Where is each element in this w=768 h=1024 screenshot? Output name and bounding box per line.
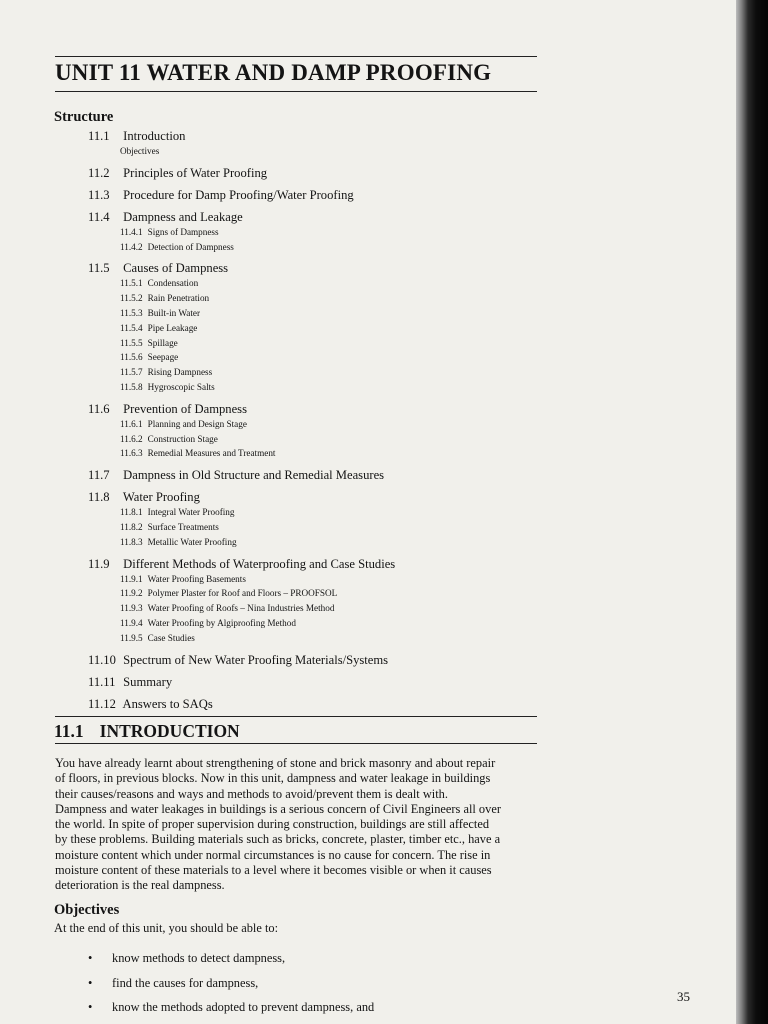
toc-subsection-title: Seepage xyxy=(147,352,179,363)
toc-subsection-line xyxy=(120,365,568,380)
toc-section-title: Causes of Dampness xyxy=(123,261,229,276)
toc-subsection-number: 11.6.3 xyxy=(120,448,143,459)
toc-subsection-line xyxy=(120,432,568,447)
toc-subsection-line xyxy=(120,380,568,395)
toc-subsection-title: Water Proofing of Roofs – Nina Industries Method xyxy=(147,603,335,614)
toc-section-number: 11.5 xyxy=(88,261,110,276)
toc-section-number: 11.9 xyxy=(88,556,110,571)
book-spine-shadow xyxy=(736,0,768,1024)
toc-subsections xyxy=(88,225,568,255)
toc-subsection-line xyxy=(120,225,568,240)
toc-subsection-line xyxy=(120,616,568,631)
top-rule xyxy=(55,56,537,57)
toc-section xyxy=(88,490,568,549)
toc-subsection-line xyxy=(120,535,568,550)
toc-section-title: Procedure for Damp Proofing/Water Proofing xyxy=(123,187,354,202)
structure-heading: Structure xyxy=(54,109,114,125)
toc-section-title: Dampness in Old Structure and Remedial Measures xyxy=(123,468,385,483)
objectives-list xyxy=(88,946,374,1020)
toc-subsections xyxy=(88,144,568,159)
toc-subsection-line xyxy=(120,586,568,601)
toc-section xyxy=(88,188,568,203)
toc-subsection-line xyxy=(120,291,568,306)
toc-section-line xyxy=(88,402,568,417)
toc-section-title: Summary xyxy=(123,674,173,689)
intro-top-rule xyxy=(55,716,537,717)
toc-section-number: 11.3 xyxy=(88,187,110,202)
toc-subsection-title: Rain Penetration xyxy=(147,293,210,304)
objective-item xyxy=(88,946,374,971)
toc-subsection-title: Signs of Dampness xyxy=(147,226,219,237)
toc-section-title: Prevention of Dampness xyxy=(123,401,247,416)
page-number: 35 xyxy=(677,989,690,1004)
toc-section-number: 11.8 xyxy=(88,490,110,505)
toc-subsection-number: 11.5.6 xyxy=(120,352,143,363)
toc-subsection-number: 11.8.3 xyxy=(120,536,143,547)
toc-subsection-number: 11.4.1 xyxy=(120,226,143,237)
toc-subsection-title: Rising Dampness xyxy=(147,367,213,378)
toc-section-title: Spectrum of New Water Proofing Materials/Systems xyxy=(123,652,389,667)
toc-subsection-title: Integral Water Proofing xyxy=(147,507,235,518)
toc-subsection-line xyxy=(120,631,568,646)
toc-section-number: 11.4 xyxy=(88,209,110,224)
toc-subsection-title: Surface Treatments xyxy=(147,521,219,532)
toc-subsection-title: Built-in Water xyxy=(147,307,201,318)
toc-section xyxy=(88,675,568,690)
toc-subsection-number: 11.4.2 xyxy=(120,241,143,252)
toc-subsection-line xyxy=(120,572,568,587)
intro-bottom-rule xyxy=(55,743,537,744)
toc-section xyxy=(88,653,568,668)
toc-section-title: Principles of Water Proofing xyxy=(123,165,268,180)
toc-subsection-title: Remedial Measures and Treatment xyxy=(147,448,276,459)
intro-text-line: their causes/reasons and ways and methods to avoid/prevent them is dealt with. xyxy=(55,786,448,801)
toc-subsection-number: 11.9.1 xyxy=(120,573,143,584)
toc-subsection-number: 11.9.3 xyxy=(120,603,143,614)
toc-subsection-number: 11.8.1 xyxy=(120,507,143,518)
toc-section-number: 11.7 xyxy=(88,468,110,483)
toc-section-line xyxy=(88,468,568,483)
bullet-icon: • xyxy=(88,951,93,965)
toc-subsection-title: Water Proofing by Algiproofing Method xyxy=(147,617,296,628)
toc-subsections xyxy=(88,572,568,646)
toc-subsection-number: 11.5.5 xyxy=(120,337,143,348)
objective-item xyxy=(88,995,374,1020)
toc-subsection-line xyxy=(120,321,568,336)
objective-text: know methods to detect dampness, xyxy=(112,951,286,965)
toc-section-number: 11.2 xyxy=(88,165,110,180)
objectives-lead: At the end of this unit, you should be able to: xyxy=(54,921,279,935)
toc-section-number: 11.6 xyxy=(88,401,110,416)
toc-subsection-line xyxy=(120,240,568,255)
toc-section xyxy=(88,557,568,646)
toc-subsection-title: Water Proofing Basements xyxy=(147,573,246,584)
intro-text-line: by these problems. Building materials such as bricks, concrete, plaster, timber etc., have a xyxy=(55,832,501,847)
toc-section-number: 11.12 xyxy=(88,696,116,711)
toc-section xyxy=(88,697,568,712)
toc-section-title: Water Proofing xyxy=(122,490,200,505)
toc-section-line xyxy=(88,188,568,203)
toc-subsection-line xyxy=(120,446,568,461)
toc-subsection-title: Metallic Water Proofing xyxy=(147,536,237,547)
toc-section-line xyxy=(88,653,568,668)
toc-subsections xyxy=(88,417,568,461)
toc-subsection-line xyxy=(120,350,568,365)
bullet-icon: • xyxy=(88,1000,93,1014)
toc-subsection-title: Pipe Leakage xyxy=(147,322,198,333)
toc-subsection-line xyxy=(120,520,568,535)
toc-section-line xyxy=(88,261,568,276)
toc-section xyxy=(88,402,568,461)
toc-subsection-title: Spillage xyxy=(147,337,178,348)
toc-section-number: 11.10 xyxy=(88,652,116,667)
toc-section xyxy=(88,468,568,483)
intro-text-line: Dampness and water leakages in buildings is a serious concern of Civil Engineers all over xyxy=(55,801,501,816)
toc-section-line xyxy=(88,697,568,712)
toc-section-line xyxy=(88,490,568,505)
toc-section xyxy=(88,261,568,394)
toc-section-title: Introduction xyxy=(123,129,186,143)
toc-section-line xyxy=(88,210,568,225)
toc-subsections xyxy=(88,505,568,549)
toc-subsections xyxy=(88,276,568,394)
toc-subsection-number: 11.8.2 xyxy=(120,521,143,532)
intro-text-line: deterioration is the real dampness. xyxy=(55,878,225,893)
toc-subsection-number: 11.5.7 xyxy=(120,367,143,378)
toc-subsection-line xyxy=(120,505,568,520)
toc-subsection-line xyxy=(120,276,568,291)
toc-subsection-number: 11.9.2 xyxy=(120,588,143,599)
intro-heading xyxy=(54,721,240,742)
toc-subsection-title: Construction Stage xyxy=(147,433,218,444)
toc-section-number: 11.11 xyxy=(88,674,116,689)
toc-subsection-title: Polymer Plaster for Roof and Floors – PROOFSOL xyxy=(147,588,338,599)
toc-subsection-number: 11.5.3 xyxy=(120,307,143,318)
bullet-icon: • xyxy=(88,975,93,990)
toc-subsection-title: Hygroscopic Salts xyxy=(147,381,215,392)
toc-subsection-title: Detection of Dampness xyxy=(147,241,234,252)
objective-item xyxy=(88,971,374,996)
toc-subsection-line xyxy=(120,601,568,616)
intro-text-line: of floors, in previous blocks. Now in this unit, dampness and water leakage in buildings xyxy=(55,771,491,786)
toc-subsection-title: Case Studies xyxy=(147,632,195,643)
intro-title: INTRODUCTION xyxy=(99,721,240,741)
intro-text-line: moisture content of these materials to a level where it becomes visible or when it causes xyxy=(55,863,492,878)
toc-subsection-number: 11.5.4 xyxy=(120,322,143,333)
toc-subsection-title: Planning and Design Stage xyxy=(147,418,247,429)
intro-section-number: 11.1 xyxy=(54,721,84,741)
toc-section-line xyxy=(88,675,568,690)
toc-section xyxy=(88,166,568,181)
toc-section-line xyxy=(88,129,568,144)
intro-text-line: the world. In spite of proper supervision during construction, buildings are still affected xyxy=(55,817,490,832)
toc-subsection-number: 11.6.2 xyxy=(120,433,143,444)
title-underline xyxy=(55,91,537,92)
objectives-heading: Objectives xyxy=(54,902,120,918)
toc-subsection-number: 11.5.1 xyxy=(120,278,143,289)
intro-paragraph xyxy=(55,756,535,894)
toc-section xyxy=(88,210,568,255)
table-of-contents xyxy=(88,129,568,719)
toc-section-line xyxy=(88,166,568,181)
toc-subsection-line xyxy=(120,417,568,432)
toc-section-title: Answers to SAQs xyxy=(122,696,213,711)
toc-subsection-number: 11.9.4 xyxy=(120,617,143,628)
intro-text-line: You have already learnt about strengthening of stone and brick masonry and about repair xyxy=(55,756,496,770)
toc-subsection-number: 11.6.1 xyxy=(120,418,143,429)
objective-text: find the causes for dampness, xyxy=(112,975,259,990)
toc-section-title: Different Methods of Waterproofing and Case Studies xyxy=(123,556,396,571)
toc-subsection-number: 11.5.2 xyxy=(120,293,143,304)
intro-text-line: moisture content which under normal circumstances is no cause for concern. The rise in xyxy=(55,847,491,862)
toc-subsection-title: Condensation xyxy=(147,278,199,289)
toc-section-title: Dampness and Leakage xyxy=(123,209,243,224)
toc-subsection-number: 11.9.5 xyxy=(120,632,143,643)
toc-subsection-line xyxy=(120,144,568,159)
unit-title: UNIT 11 WATER AND DAMP PROOFING xyxy=(55,60,492,85)
toc-subsection-title: Objectives xyxy=(120,146,160,156)
toc-section xyxy=(88,129,568,159)
toc-section-number: 11.1 xyxy=(88,129,110,143)
toc-subsection-line xyxy=(120,336,568,351)
objective-text: know the methods adopted to prevent dampness, and xyxy=(112,1000,375,1014)
toc-subsection-line xyxy=(120,306,568,321)
toc-section-line xyxy=(88,557,568,572)
toc-subsection-number: 11.5.8 xyxy=(120,381,143,392)
